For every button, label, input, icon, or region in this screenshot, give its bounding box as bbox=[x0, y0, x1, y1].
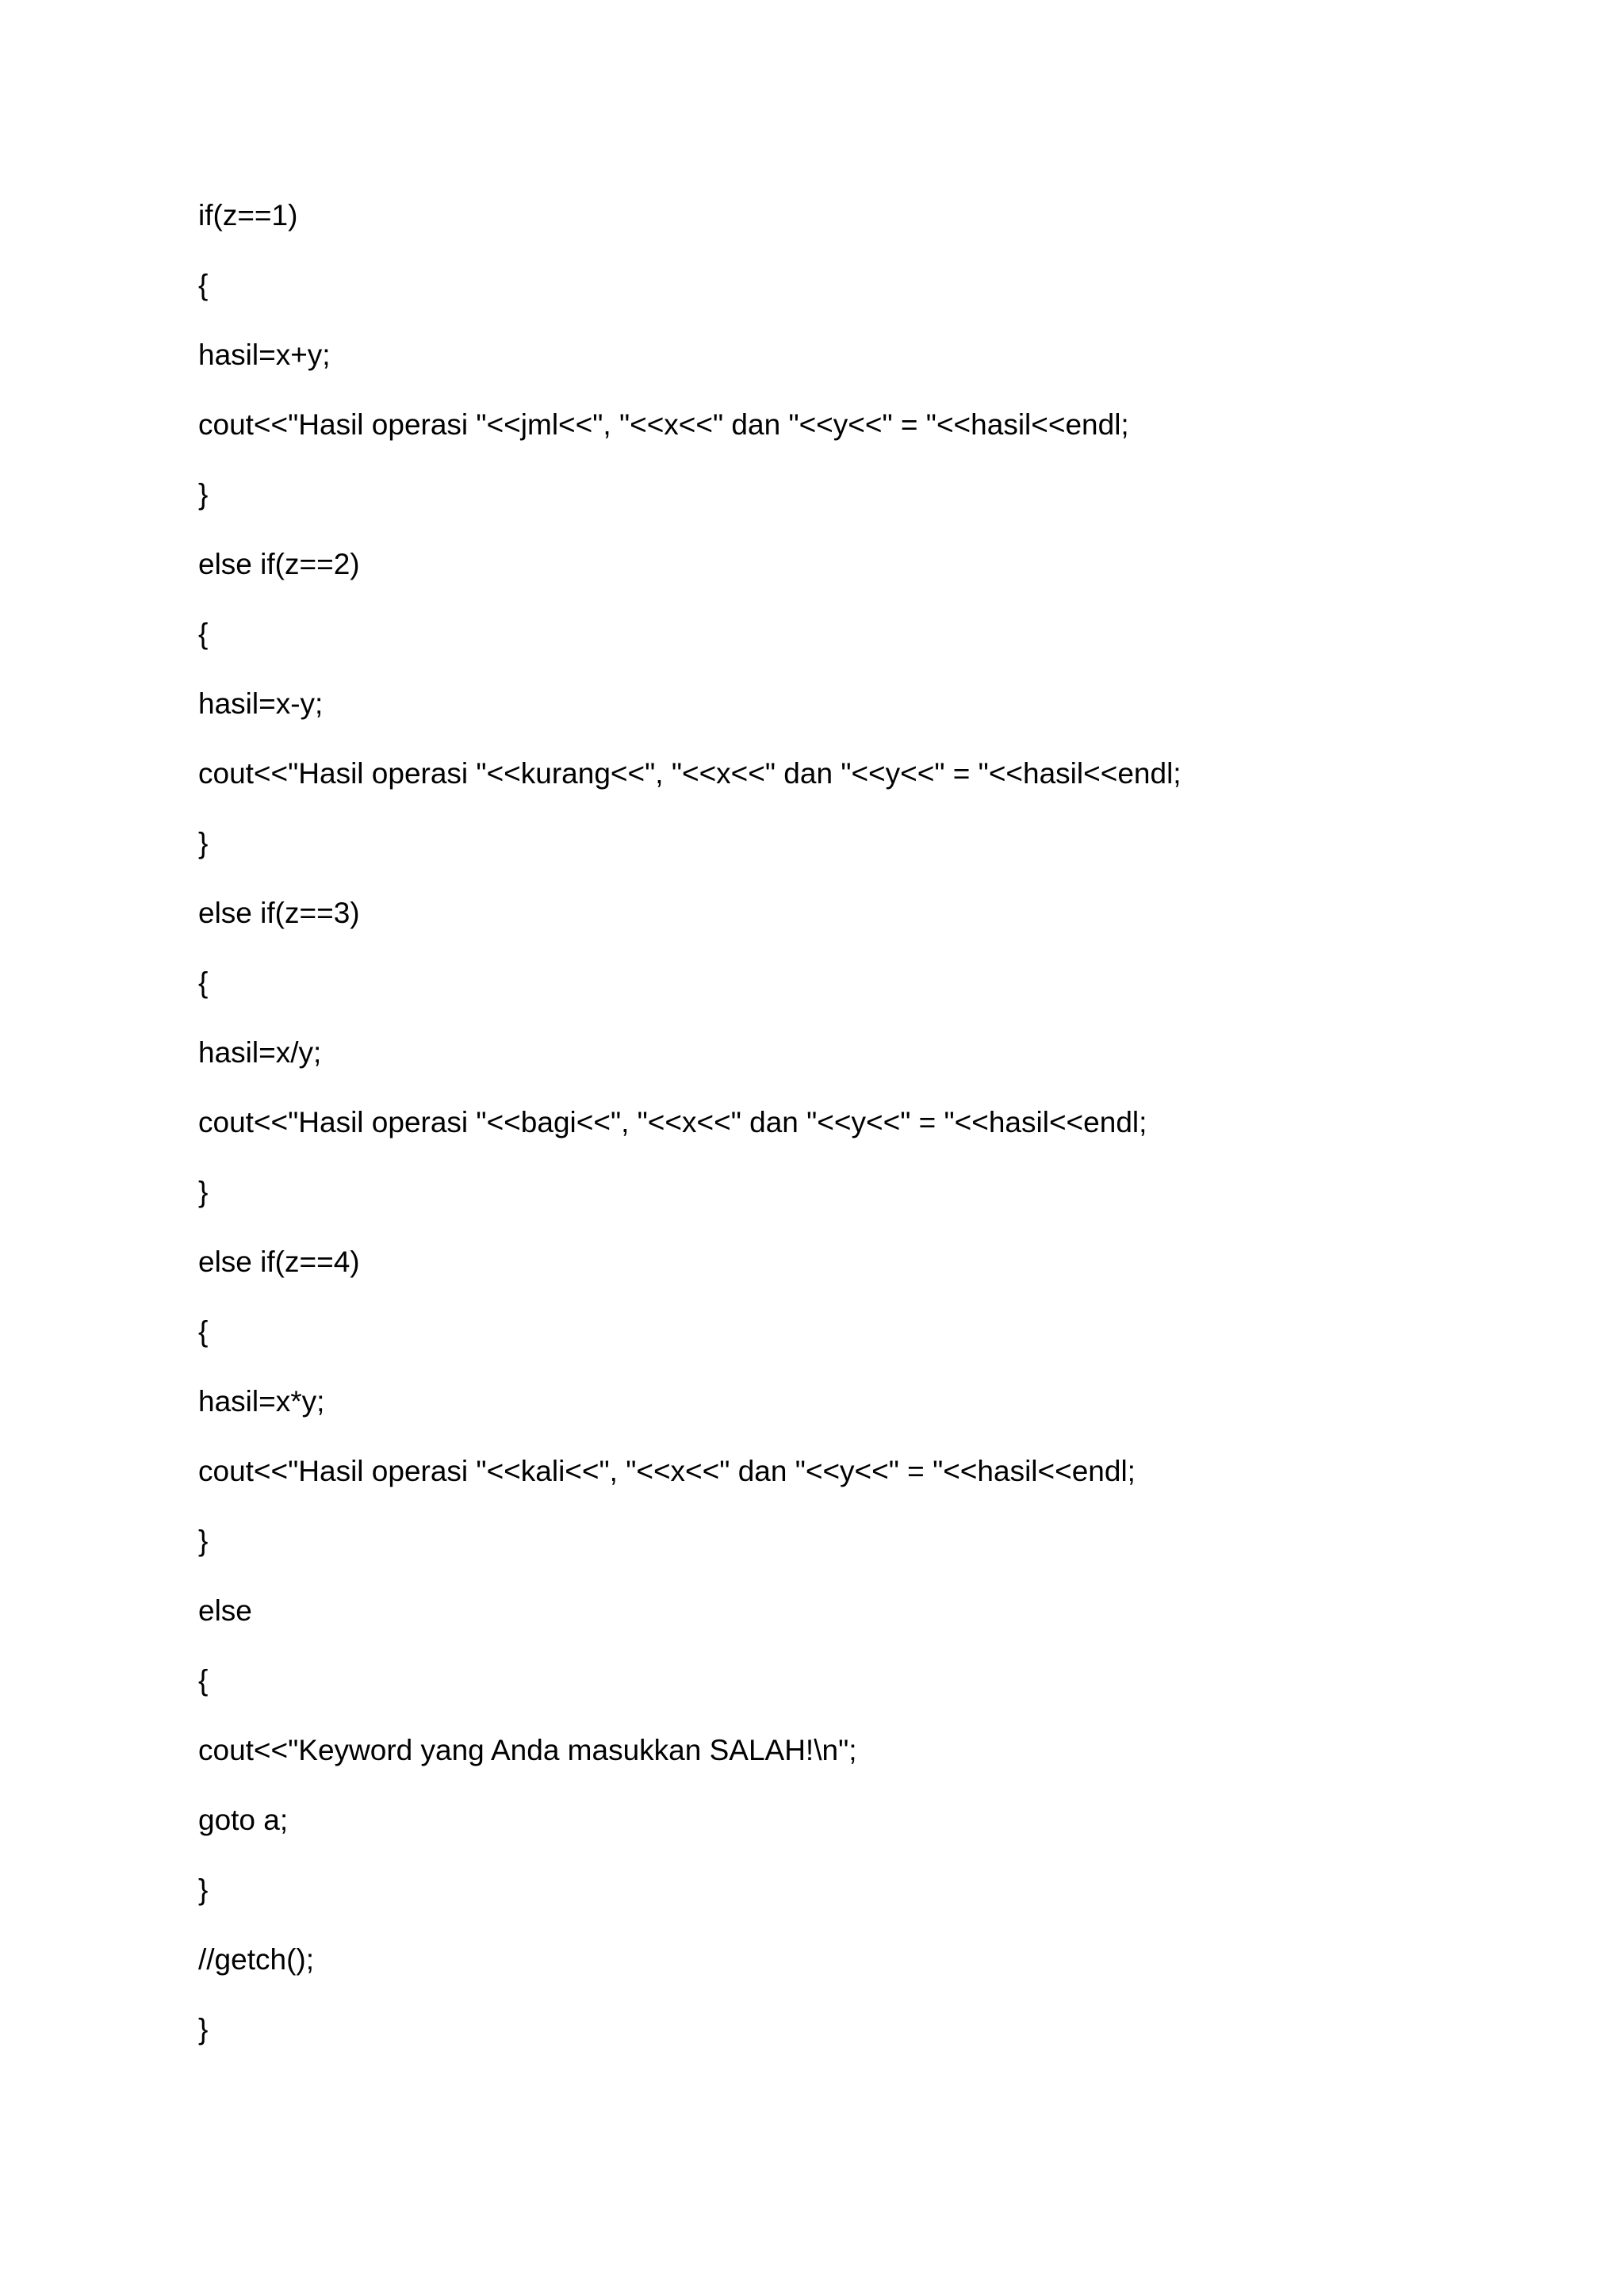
code-line: cout<<"Keyword yang Anda masukkan SALAH!\n"; bbox=[198, 1734, 857, 1766]
code-line: } bbox=[198, 2013, 209, 2045]
code-line: hasil=x*y; bbox=[198, 1385, 325, 1418]
code-line: } bbox=[198, 1873, 209, 1906]
code-line: { bbox=[198, 966, 209, 999]
code-listing bbox=[198, 193, 1182, 2077]
code-line: { bbox=[198, 618, 209, 650]
code-line: { bbox=[198, 269, 209, 301]
code-line: else bbox=[198, 1594, 252, 1627]
code-line: } bbox=[198, 1176, 209, 1208]
code-line: } bbox=[198, 827, 209, 859]
code-line: { bbox=[198, 1664, 209, 1697]
code-line: if(z==1) bbox=[198, 199, 298, 232]
code-line: cout<<"Hasil operasi "<<kali<<", "<<x<<" dan "<<y<<" = "<<hasil<<endl; bbox=[198, 1455, 1136, 1487]
code-line: cout<<"Hasil operasi "<<bagi<<", "<<x<<" dan "<<y<<" = "<<hasil<<endl; bbox=[198, 1106, 1147, 1138]
code-line: cout<<"Hasil operasi "<<jml<<", "<<x<<" dan "<<y<<" = "<<hasil<<endl; bbox=[198, 408, 1129, 441]
code-line: hasil=x+y; bbox=[198, 339, 331, 371]
code-line: hasil=x/y; bbox=[198, 1036, 322, 1069]
code-line: cout<<"Hasil operasi "<<kurang<<", "<<x<<" dan "<<y<<" = "<<hasil<<endl; bbox=[198, 757, 1182, 790]
code-line: hasil=x-y; bbox=[198, 687, 324, 720]
code-line: else if(z==4) bbox=[198, 1246, 360, 1278]
code-line: } bbox=[198, 1525, 209, 1557]
code-line: { bbox=[198, 1315, 209, 1348]
code-line: else if(z==2) bbox=[198, 548, 360, 580]
code-line: goto a; bbox=[198, 1804, 289, 1836]
code-line: } bbox=[198, 478, 209, 511]
code-line: else if(z==3) bbox=[198, 897, 360, 929]
code-line: //getch(); bbox=[198, 1943, 314, 1976]
